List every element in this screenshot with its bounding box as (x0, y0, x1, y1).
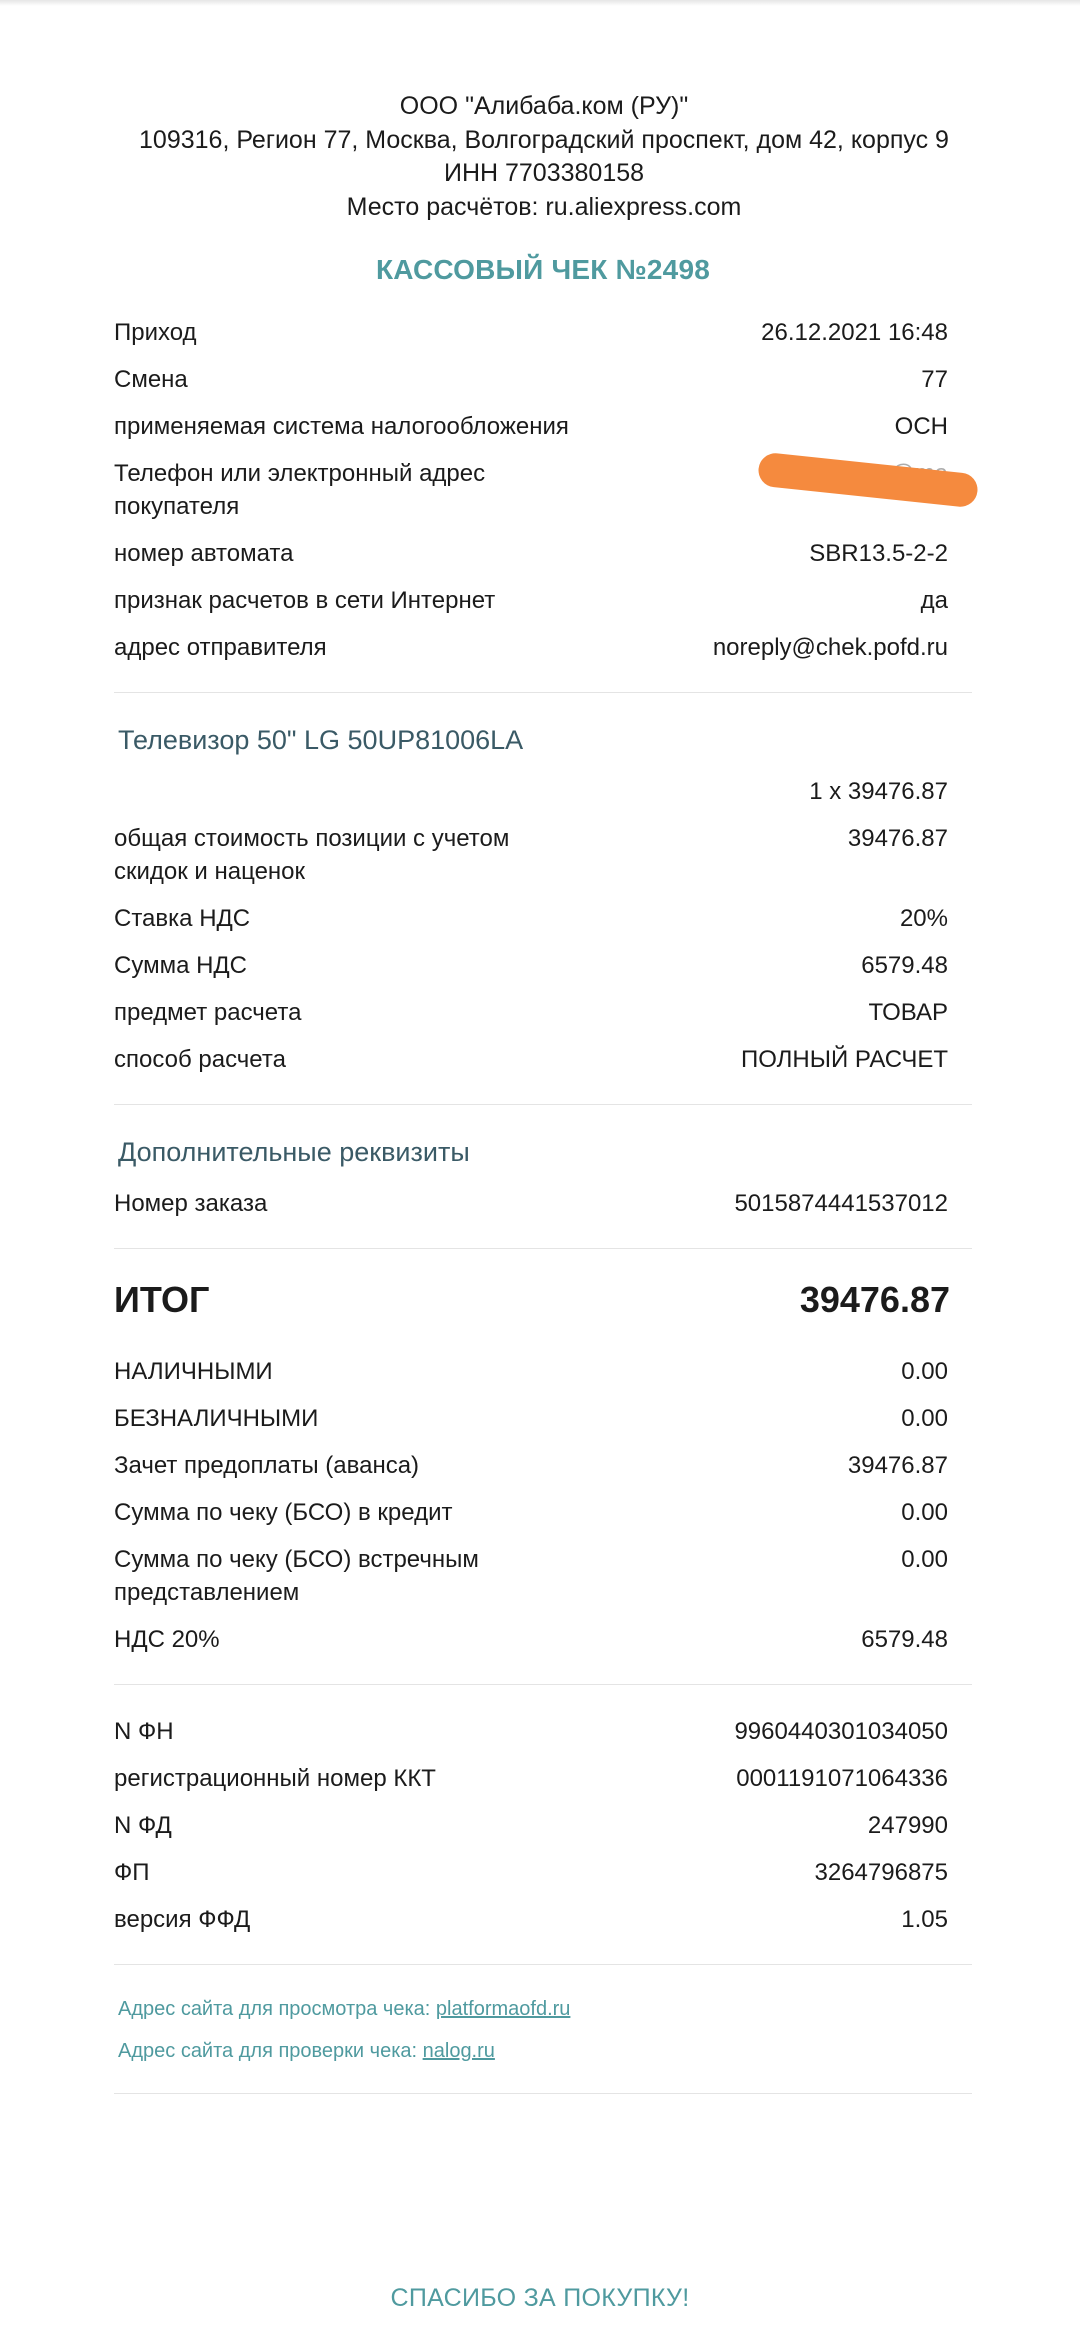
fiscal-label: регистрационный номер ККТ (114, 1765, 436, 1792)
info-value: ОСН (894, 413, 948, 440)
info-value: да (920, 587, 948, 614)
receipt-title: КАССОВЫЙ ЧЕК №2498 (376, 254, 710, 285)
info-value: SBR13.5-2-2 (809, 540, 948, 567)
divider (114, 1684, 972, 1685)
fiscal-value: 247990 (867, 1812, 948, 1839)
payment-row (114, 1449, 948, 1482)
info-label: адрес отправителя (114, 634, 327, 661)
item-row (114, 822, 948, 888)
divider (114, 692, 972, 693)
payment-row (114, 1543, 948, 1609)
fiscal-value: 0001191071064336 (736, 1765, 948, 1792)
customer-contact-redacted (878, 457, 948, 490)
item-name: Телевизор 50" LG 50UP81006LA (118, 725, 524, 755)
fiscal-label: ФП (114, 1859, 150, 1886)
payment-value: 0.00 (901, 1546, 948, 1573)
info-row (114, 316, 948, 349)
info-label: Телефон или электронный адрес покупателя (114, 460, 486, 520)
info-label: номер автомата (114, 540, 294, 567)
fiscal-value: 3264796875 (814, 1859, 948, 1886)
info-section (114, 316, 972, 664)
payment-value: 0.00 (901, 1499, 948, 1526)
view-receipt-text: Адрес сайта для просмотра чека: (118, 1998, 436, 2020)
extra-label: Номер заказа (114, 1190, 268, 1217)
top-shadow (0, 0, 1080, 6)
fiscal-row (114, 1809, 948, 1842)
total-label: ИТОГ (114, 1279, 210, 1320)
extra-section (114, 1135, 972, 1220)
company-header (94, 90, 994, 224)
item-label: Ставка НДС (114, 905, 251, 932)
check-receipt-link[interactable]: nalog.ru (422, 2040, 495, 2062)
view-receipt-link[interactable]: platformaofd.ru (435, 1998, 571, 2020)
item-label: предмет расчета (114, 999, 302, 1026)
item-value: ПОЛНЫЙ РАСЧЕТ (741, 1046, 948, 1073)
receipt (114, 90, 972, 2124)
item-row (114, 1043, 948, 1076)
thank-you-message: СПАСИБО ЗА ПОКУПКУ! (390, 2284, 690, 2312)
info-value: 77 (921, 366, 948, 393)
fiscal-value: 9960440301034050 (734, 1718, 948, 1745)
item-row (114, 902, 948, 935)
check-receipt-line (118, 2037, 972, 2065)
info-row (114, 457, 948, 523)
item-row (114, 949, 948, 982)
info-row (114, 537, 948, 570)
company-address: 109316, Регион 77, Москва, Волгоградский проспект, дом 42, корпус 9 (139, 125, 949, 154)
divider (114, 1964, 972, 1965)
payment-value: 39476.87 (847, 1452, 948, 1479)
info-label: Смена (114, 366, 188, 393)
divider (114, 2093, 972, 2094)
info-label: Приход (114, 319, 197, 346)
payment-label: НДС 20% (114, 1626, 220, 1653)
info-row (114, 363, 948, 396)
divider (114, 1104, 972, 1105)
payment-label: Сумма по чеку (БСО) встречным представлением (114, 1546, 479, 1606)
payment-label: Сумма по чеку (БСО) в кредит (114, 1499, 453, 1526)
total-value: 39476.87 (799, 1279, 950, 1320)
payments-section (114, 1355, 972, 1656)
fiscal-label: версия ФФД (114, 1906, 251, 1933)
info-value: 26.12.2021 16:48 (761, 319, 948, 346)
item-qty-row (114, 775, 948, 808)
fiscal-row (114, 1715, 948, 1748)
fiscal-section (114, 1715, 972, 1936)
extra-title: Дополнительные реквизиты (118, 1137, 470, 1167)
item-row (114, 996, 948, 1029)
item-section (114, 723, 972, 1076)
check-receipt-text: Адрес сайта для проверки чека: (118, 2040, 423, 2062)
payment-row (114, 1355, 948, 1388)
fiscal-label: N ФН (114, 1718, 174, 1745)
links-section (118, 1995, 972, 2065)
payment-label: НАЛИЧНЫМИ (114, 1358, 273, 1385)
company-name: ООО "Алибаба.ком (РУ)" (399, 92, 689, 120)
info-value: noreply@chek.pofd.ru (712, 634, 948, 661)
payment-value: 0.00 (901, 1405, 948, 1432)
info-label: применяемая система налогообложения (114, 413, 569, 440)
item-qty-price: 1 x 39476.87 (809, 778, 948, 805)
payment-value: 0.00 (901, 1358, 948, 1385)
order-number-row (114, 1187, 948, 1220)
info-row (114, 631, 948, 664)
item-value: ТОВАР (868, 999, 948, 1026)
extra-value: 5015874441537012 (734, 1190, 948, 1217)
payment-value: 6579.48 (861, 1626, 948, 1653)
view-receipt-line (118, 1995, 972, 2023)
fiscal-row (114, 1856, 948, 1889)
item-label: Сумма НДС (114, 952, 247, 979)
payment-row (114, 1402, 948, 1435)
payment-row (114, 1623, 948, 1656)
info-row (114, 410, 948, 443)
item-value: 6579.48 (861, 952, 948, 979)
item-value: 39476.87 (847, 825, 948, 852)
info-row (114, 584, 948, 617)
fiscal-row (114, 1903, 948, 1936)
total-row (114, 1279, 950, 1321)
item-label: способ расчета (114, 1046, 286, 1073)
payment-label: Зачет предоплаты (аванса) (114, 1452, 420, 1479)
settlement-place: Место расчётов: ru.aliexpress.com (346, 192, 742, 221)
company-inn: ИНН 7703380158 (443, 159, 645, 187)
item-value: 20% (899, 905, 948, 932)
payment-row (114, 1496, 948, 1529)
fiscal-row (114, 1762, 948, 1795)
fiscal-label: N ФД (114, 1812, 172, 1839)
fiscal-value: 1.05 (901, 1906, 948, 1933)
item-label: общая стоимость позиции с учетом скидок и наценок (114, 825, 510, 885)
info-label: признак расчетов в сети Интернет (114, 587, 496, 614)
payment-label: БЕЗНАЛИЧНЫМИ (114, 1405, 319, 1432)
divider (114, 1248, 972, 1249)
